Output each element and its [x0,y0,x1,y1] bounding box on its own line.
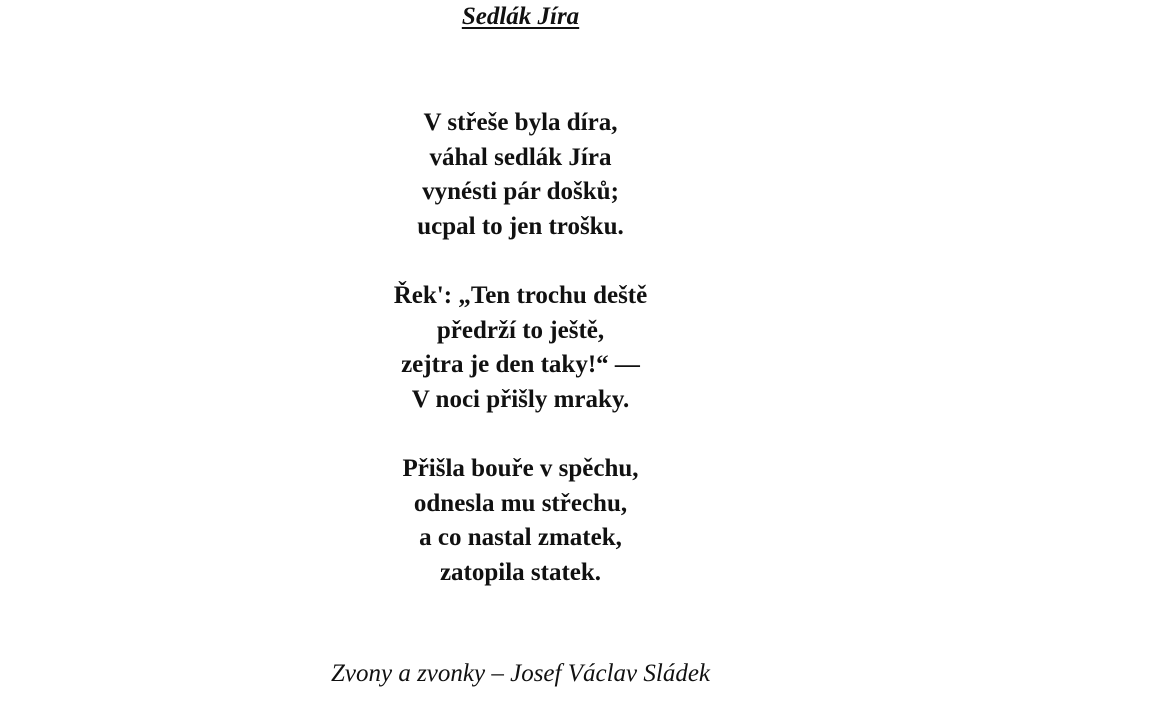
stanza-2 [0,279,1041,417]
stanza-3 [0,452,1041,590]
poem-title: Sedlák Jíra [461,3,580,30]
poem-line: předrží to ještě, [436,316,605,344]
poem-line: V střeše byla díra, [423,109,618,136]
poem-line: Řek': „Ten trochu deště [393,281,648,309]
poem-source: Zvony a zvonky – Josef Václav Sládek [330,660,711,687]
poem-line: a co nastal zmatek, [419,524,622,552]
poem-line: zejtra je den taky!“ — [401,351,640,379]
poem-line: odnesla mu střechu, [413,489,628,517]
poem-body [0,106,1041,590]
poem-line: ucpal to jen trošku. [417,212,624,240]
poem-line: Přišla bouře v spěchu, [402,454,639,482]
poem-line: vynésti pár došků; [422,178,619,206]
stanza-1 [0,106,1041,244]
poem-line: zatopila statek. [439,558,602,586]
poem-line: váhal sedlák Jíra [429,143,612,171]
poem-line: V noci přišly mraky. [411,385,630,413]
